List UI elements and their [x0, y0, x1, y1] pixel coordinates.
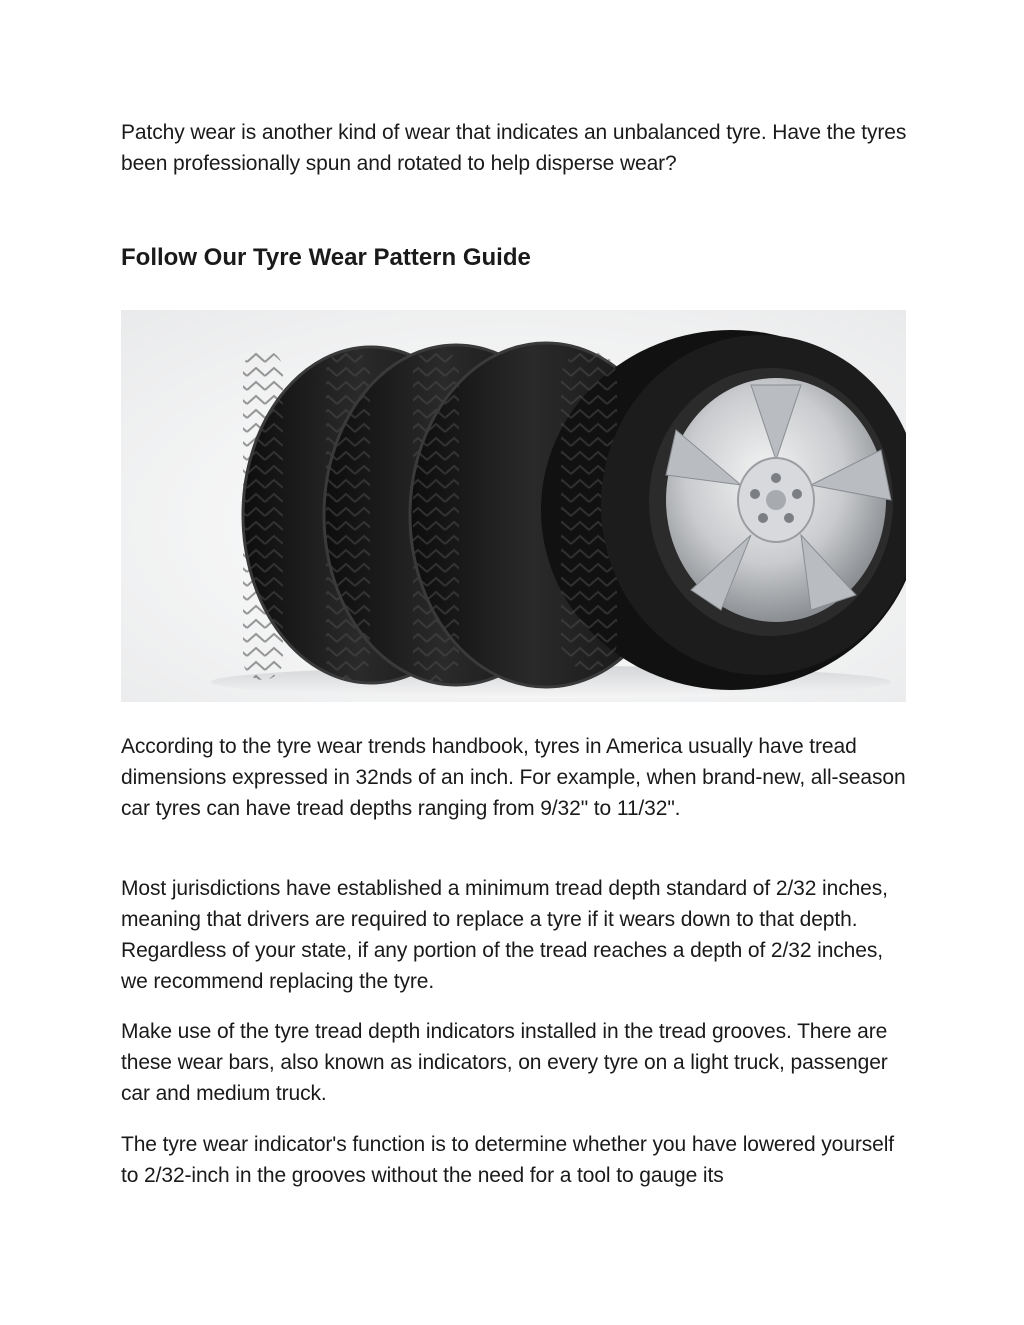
- paragraph-wear-indicators: Make use of the tyre tread depth indicators installed in the tread grooves. There are these wear bars, also known as indicators, on every tyre on a light truck, passenger car and medium truck.: [121, 1020, 888, 1105]
- paragraph-indicator-function: The tyre wear indicator's function is to determine whether you have lowered yourself to 2/32-inch in the grooves without the need for a tool to gauge its: [121, 1133, 894, 1187]
- section-heading: Follow Our Tyre Wear Pattern Guide: [121, 244, 531, 271]
- paragraph-tread-dimensions: According to the tyre wear trends handbook, tyres in America usually have tread dimensions expressed in 32nds of an inch. For example, when brand-new, all-season car tyres can have tread depths ranging from 9/32" to 11/32".: [121, 735, 906, 820]
- tyres-photo: [121, 310, 906, 702]
- paragraph-minimum-depth: Most jurisdictions have established a minimum tread depth standard of 2/32 inches, meaning that drivers are required to replace a tyre if it wears down to that depth. Regardless of your state, if any portion of the tread reaches a depth of 2/32 inches, we recommend replacing the tyre.: [121, 877, 888, 993]
- intro-paragraph: Patchy wear is another kind of wear that indicates an unbalanced tyre. Have the tyres been professionally spun and rotated to help disperse wear?: [121, 121, 907, 175]
- tyre-4: [541, 330, 906, 690]
